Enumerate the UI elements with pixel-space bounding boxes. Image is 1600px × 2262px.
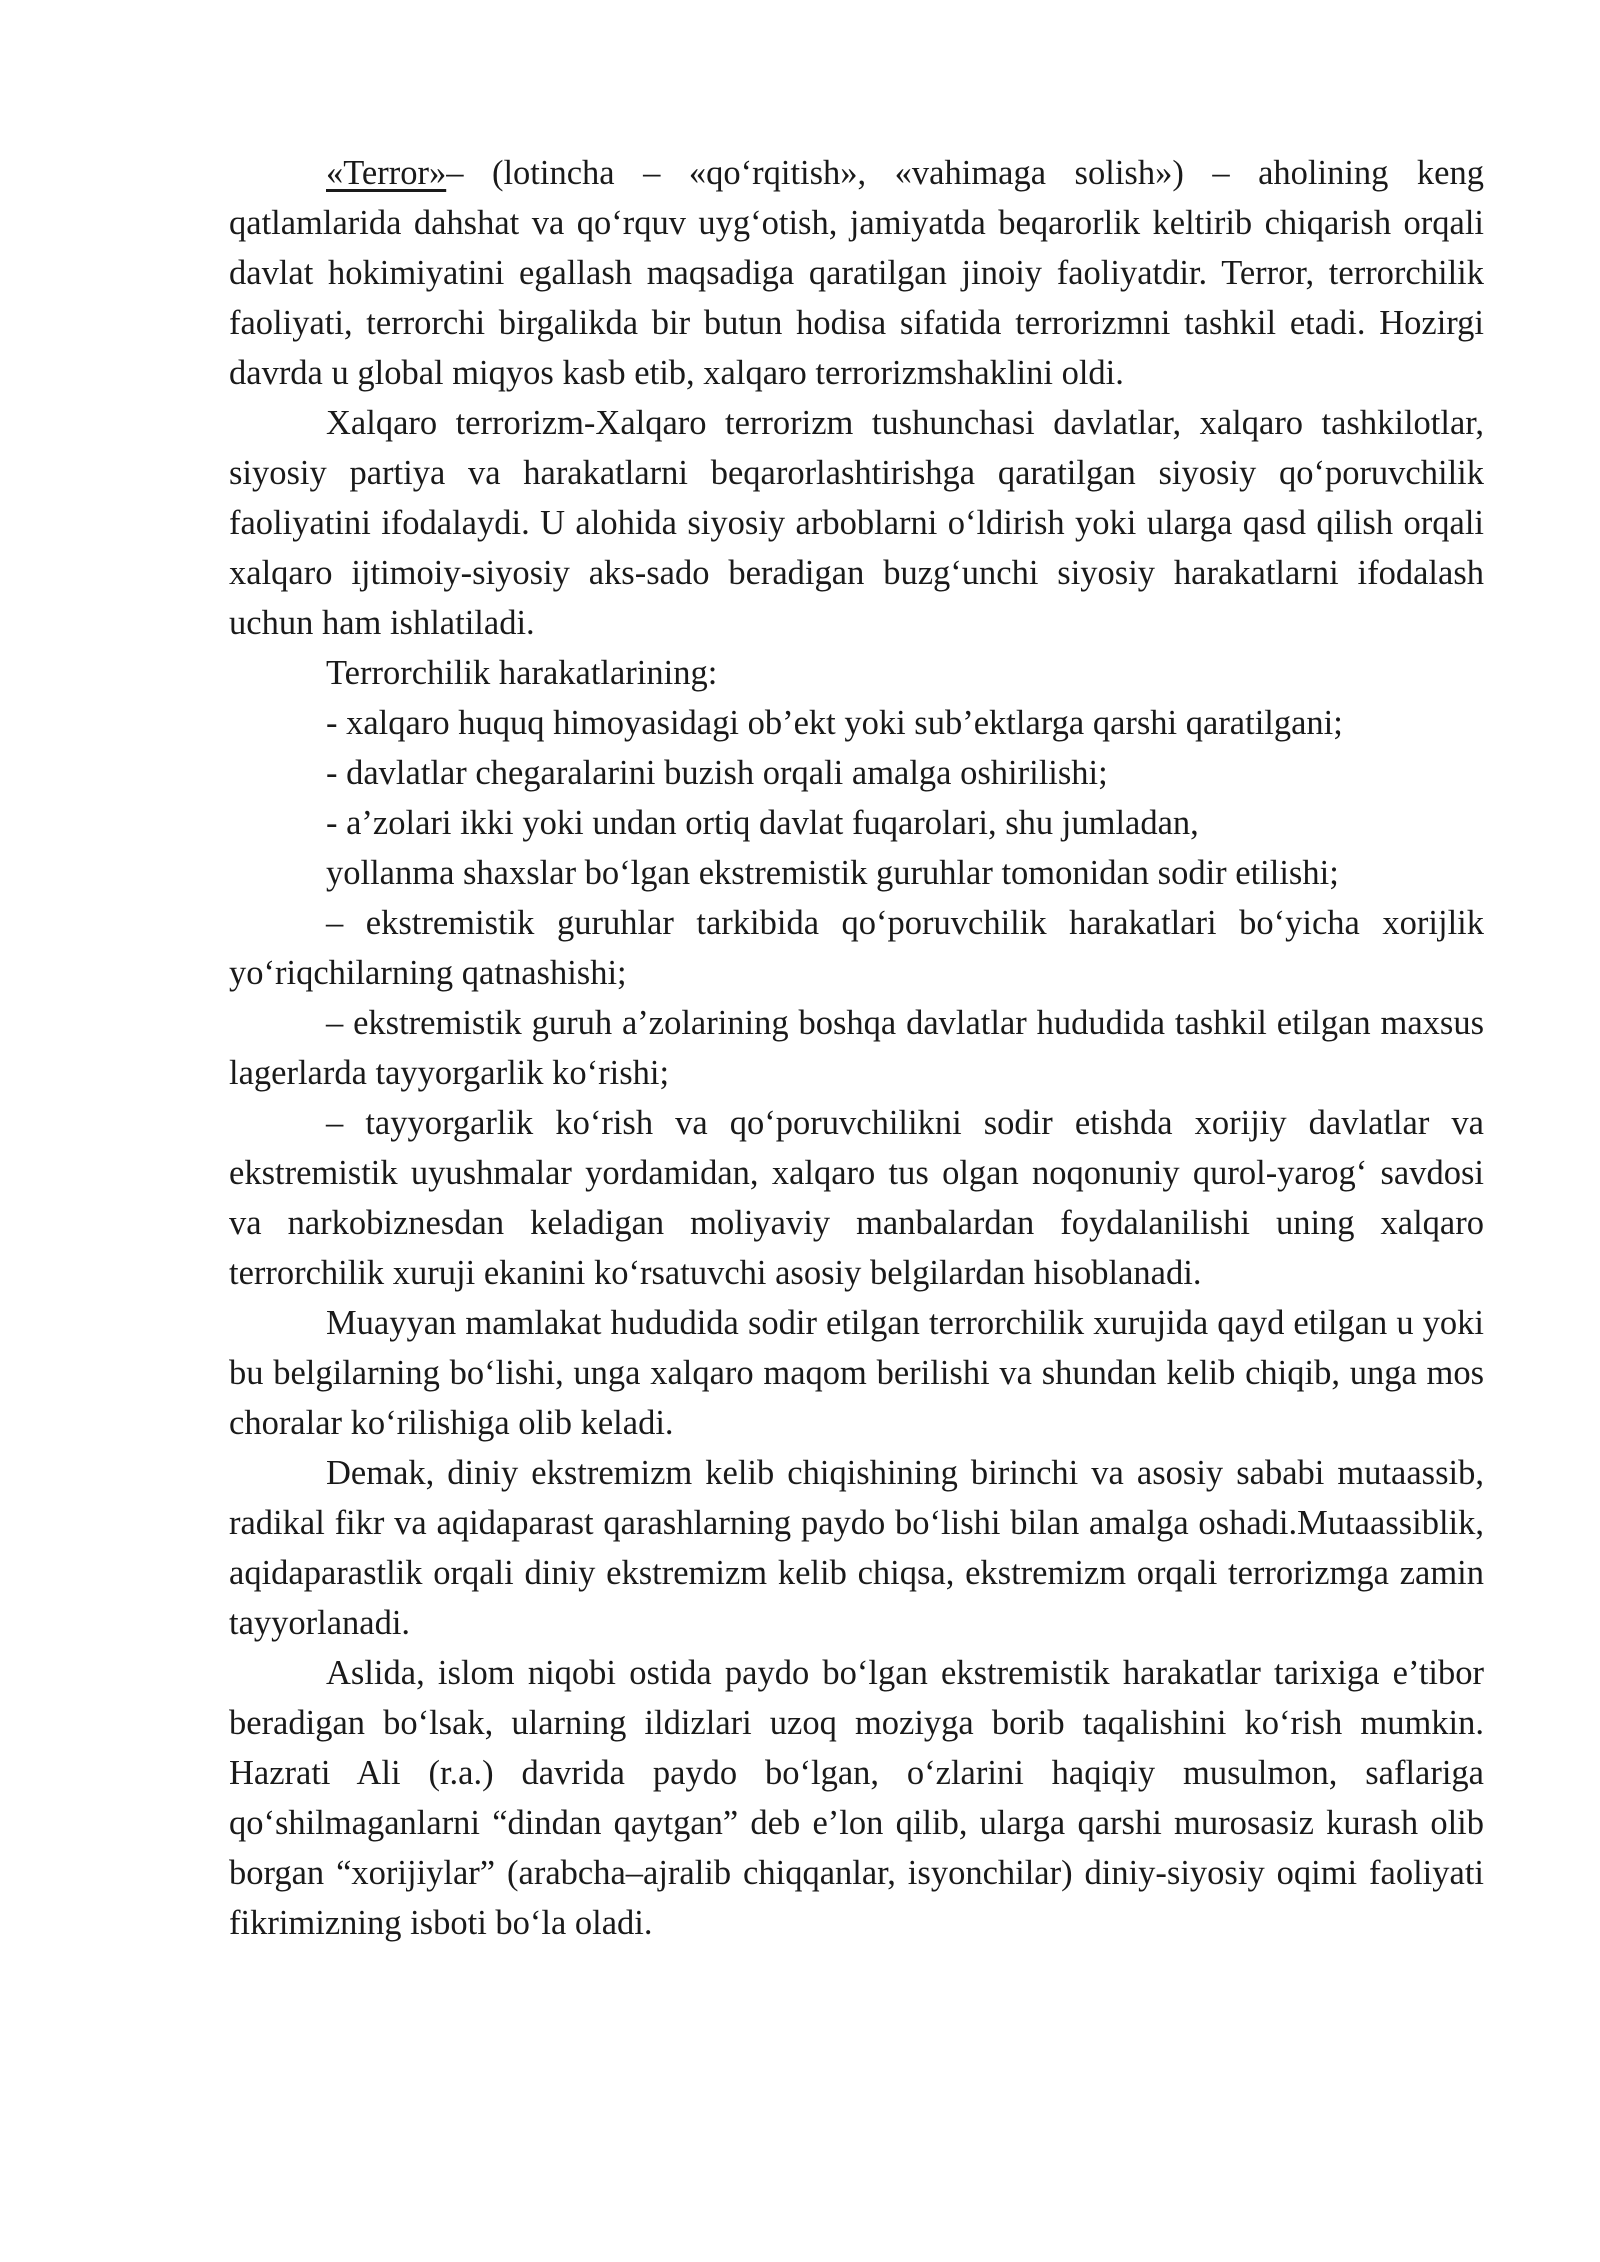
list-item: - davlatlar chegaralarini buzish orqali amalga oshirilishi; [326,754,1108,792]
paragraph-international-terrorism: Xalqaro terrorizm-Xalqaro terrorizm tushunchasi davlatlar, xalqaro tashkilotlar, siyosiy partiya va harakatlarni beqarorlashtirishga qaratilgan siyosiy qo‘poruvchilik faoliyatini ifodalaydi. U alohida siyosiy arboblarni o‘ldirish yoki ularga qasd qilish orqali xalqaro ijtimoiy-siyosiy aks-sado beradigan buzg‘unchi siyosiy harakatlarni ifodalash uchun ham ishlatiladi. [229,404,1484,642]
paragraph-history: Aslida, islom niqobi ostida paydo bo‘lgan ekstremistik harakatlar tarixiga e’tibor beradigan bo‘lsak, ularning ildizlari uzoq moziyga borib taqalishini ko‘rish mumkin. Hazrati Ali (r.a.) davrida paydo bo‘lgan, o‘zlarini haqiqiy musulmon, saflariga qo‘shilmaganlarni “dindan qaytgan” deb e’lon qilib, ularga qarshi murosasiz kurash olib borgan “xorijiylar” (arabcha–ajralib chiqqanlar, isyonchilar) diniy-siyosiy oqimi faoliyati fikrimizning isboti bo‘la oladi. [229,1654,1484,1942]
paragraph-extremism-causes: Demak, diniy ekstremizm kelib chiqishining birinchi va asosiy sababi mutaassib, radikal fikr va aqidaparast qarashlarning paydo bo‘lishi bilan amalga oshadi.Mutaassiblik, aqidaparastlik orqali diniy ekstremizm kelib chiqsa, ekstremizm orqali terrorizmga zamin tayyorlanadi. [229,1454,1484,1642]
list-item: - a’zolari ikki yoki undan ortiq davlat fuqarolari, shu jumladan, [326,804,1199,842]
list-intro: Terrorchilik harakatlarining: [326,654,718,692]
terror-definition-text: – (lotincha – «qo‘rqitish», «vahimaga solish») – aholining keng qatlamlarida dahshat va qo‘rquv uyg‘otish, jamiyatda beqarorlik keltirib chiqarish orqali davlat hokimiyatini egallash maqsadiga qaratilgan jinoiy faoliyatdir. Terror, terrorchilik faoliyati, terrorchi birgalikda bir butun hodisa sifatida terrorizmni tashkil etadi. Hozirgi davrda u global miqyos kasb etib, xalqaro terrorizmshaklini oldi. [229,154,1484,392]
paragraph-international-status: Muayyan mamlakat hududida sodir etilgan terrorchilik xurujida qayd etilgan u yoki bu belgilarning bo‘lishi, unga xalqaro maqom berilishi va shundan kelib chiqib, unga mos choralar ko‘rilishiga olib keladi. [229,1304,1484,1442]
list-item: yollanma shaxslar bo‘lgan ekstremistik guruhlar tomonidan sodir etilishi; [326,854,1339,892]
list-item: – ekstremistik guruhlar tarkibida qo‘poruvchilik harakatlari bo‘yicha xorijlik yo‘riqchilarning qatnashishi; [229,904,1484,992]
list-item: – ekstremistik guruh a’zolarining boshqa davlatlar hududida tashkil etilgan maxsus lagerlarda tayyorgarlik ko‘rishi; [229,1004,1484,1092]
paragraph-terror-definition [229,148,1484,398]
term-terror: «Terror» [326,154,447,192]
list-item: – tayyorgarlik ko‘rish va qo‘poruvchilikni sodir etishda xorijiy davlatlar va ekstremistik uyushmalar yordamidan, xalqaro tus olgan noqonuniy qurol-yarog‘ savdosi va narkobiznesdan keladigan moliyaviy manbalardan foydalanilishi uning xalqaro terrorchilik xuruji ekanini ko‘rsatuvchi asosiy belgilardan hisoblanadi. [229,1104,1484,1292]
document-body [229,148,1484,1948]
list-item: - xalqaro huquq himoyasidagi ob’ekt yoki sub’ektlarga qarshi qaratilgani; [326,704,1343,742]
